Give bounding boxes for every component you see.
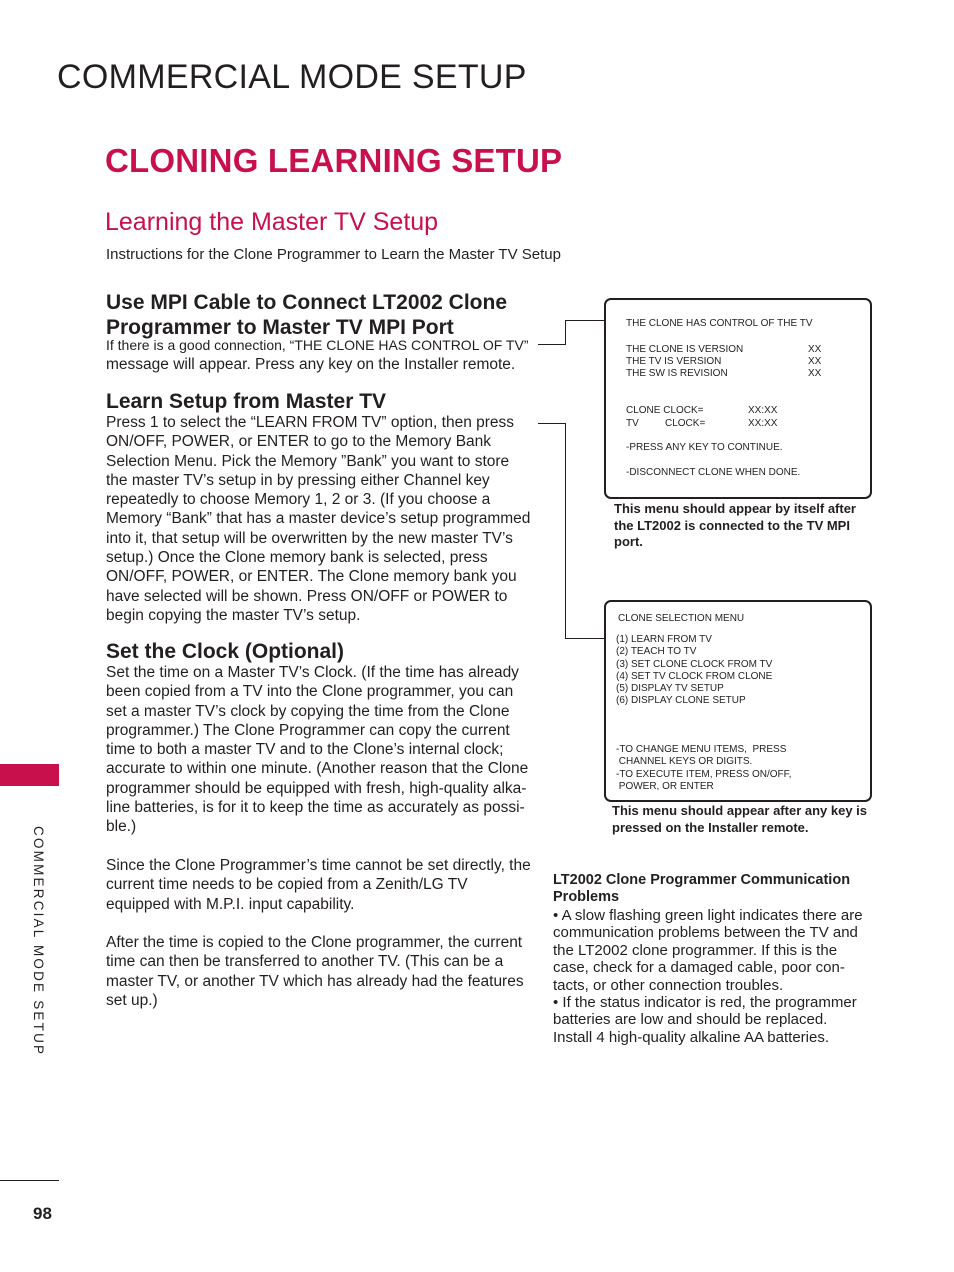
connector-line bbox=[565, 638, 605, 639]
screen1-row-value: XX bbox=[808, 356, 822, 367]
problems-heading-line1: LT2002 Clone Programmer Communication bbox=[553, 872, 851, 888]
clock-text-2 bbox=[106, 856, 531, 914]
screen1-title: THE CLONE HAS CONTROL OF THE TV bbox=[626, 318, 813, 329]
learn-text bbox=[106, 413, 530, 625]
learn-text-line: have selected will be shown. Press ON/OFF or POWER to bbox=[106, 587, 508, 605]
clock-text-line: set up.) bbox=[106, 991, 158, 1009]
screen2-title: CLONE SELECTION MENU bbox=[618, 613, 745, 624]
connector-line bbox=[565, 320, 605, 321]
clone-menu-item: (1) LEARN FROM TV bbox=[616, 634, 712, 645]
clock-text-line: time can then be transferred to another TV. (This can be a bbox=[106, 953, 504, 971]
screen1-row-label: THE SW IS REVISION bbox=[626, 368, 728, 379]
sidebar-accent-bar bbox=[0, 764, 59, 786]
clone-clock-label: CLONE CLOCK= bbox=[626, 405, 704, 416]
mpi-text-line2: message will appear. Press any key on the Installer remote. bbox=[106, 356, 516, 374]
problems-text-line: tacts, or other connection troubles. bbox=[553, 976, 784, 994]
clone-menu-footer-line: POWER, OR ENTER bbox=[616, 780, 714, 792]
problems-text-line: • If the status indicator is red, the programmer bbox=[553, 994, 857, 1012]
learn-text-line: Press 1 to select the “LEARN FROM TV” option, then press bbox=[106, 414, 515, 431]
problems-text-line: communication problems between the TV and bbox=[553, 924, 858, 942]
problems-text-line: • A slow flashing green light indicates there are bbox=[553, 907, 863, 924]
learn-text-line: setup.) Once the Clone memory bank is selected, press bbox=[106, 549, 488, 567]
clock-text-line: programmer should be equipped with fresh, high-quality alka- bbox=[106, 779, 527, 797]
problems-text-line: Install 4 high-quality alkaline AA batteries. bbox=[553, 1028, 829, 1046]
learn-text-line: the master TV’s setup in by pressing either Channel key bbox=[106, 471, 490, 489]
mpi-heading bbox=[106, 290, 507, 340]
clone-menu-item: (5) DISPLAY TV SETUP bbox=[616, 683, 724, 695]
problems-text-line: case, check for a damaged cable, poor con- bbox=[553, 959, 845, 977]
screen1-row-label: THE CLONE IS VERSION bbox=[626, 344, 744, 355]
learn-text-line: ON/OFF, POWER, or ENTER. The Clone memory bank you bbox=[106, 568, 517, 586]
clock-text-line: After the time is copied to the Clone programmer, the current bbox=[106, 934, 523, 951]
mpi-text-line1: If there is a good connection, “THE CLONE HAS CONTROL OF TV” bbox=[106, 337, 529, 353]
connector-line bbox=[565, 423, 566, 638]
learn-heading: Learn Setup from Master TV bbox=[106, 390, 387, 413]
problems-text-line: the LT2002 clone programmer. If this is the bbox=[553, 941, 838, 959]
clock-text-line: equipped with M.P.I. input capability. bbox=[106, 895, 355, 913]
sidebar-label: COMMERCIAL MODE SETUP bbox=[31, 826, 46, 1057]
disconnect-text: -DISCONNECT CLONE WHEN DONE. bbox=[626, 467, 801, 478]
problems-heading bbox=[553, 872, 850, 906]
clock-text-line: line batteries, is for it to keep the time as accurately as possi- bbox=[106, 799, 525, 817]
clone-control-screen bbox=[604, 298, 872, 499]
screen1-row-value: XX bbox=[808, 344, 822, 355]
press-any-key-text: -PRESS ANY KEY TO CONTINUE. bbox=[626, 442, 783, 453]
mpi-heading-line1: Use MPI Cable to Connect LT2002 Clone bbox=[106, 291, 508, 314]
clone-menu-item: (3) SET CLONE CLOCK FROM TV bbox=[616, 658, 773, 670]
learn-text-line: begin copying the master TV’s setup. bbox=[106, 606, 361, 624]
clone-selection-screen bbox=[604, 600, 872, 802]
connector-line bbox=[538, 423, 566, 424]
screen1-row-value: XX bbox=[808, 368, 822, 379]
caption-line: the LT2002 is connected to the TV MPI bbox=[614, 517, 850, 533]
clone-menu-item: (4) SET TV CLOCK FROM CLONE bbox=[616, 670, 773, 682]
learn-text-line: repeatedly to choose Memory 1, 2 or 3. (If you choose a bbox=[106, 491, 491, 509]
learn-text-line: ON/OFF, POWER, or ENTER to go to the Memory Bank bbox=[106, 433, 492, 451]
clone-menu-list bbox=[616, 634, 772, 708]
clone-menu-footer-line: CHANNEL KEYS OR DIGITS. bbox=[616, 756, 753, 768]
clock-text-line: Since the Clone Programmer’s time cannot be set directly, the bbox=[106, 857, 531, 874]
tv-clock-value: XX:XX bbox=[748, 418, 778, 429]
clock-text-line: current time needs to be copied from a Zenith/LG TV bbox=[106, 876, 468, 894]
screen2-caption bbox=[612, 803, 867, 836]
page-title: CLONING LEARNING SETUP bbox=[105, 142, 563, 179]
screen1-caption bbox=[614, 501, 856, 551]
clone-menu-footer bbox=[616, 744, 791, 793]
connector-line bbox=[565, 320, 566, 345]
caption-line: This menu should appear after any key is bbox=[612, 803, 868, 818]
clock-heading: Set the Clock (Optional) bbox=[106, 640, 345, 663]
tv-clock-label: TV bbox=[626, 418, 639, 429]
clock-text-line: time to both a master TV and to the Clone’s internal clock; bbox=[106, 741, 504, 759]
learn-text-line: Memory “Bank” that has a master device’s setup programmed bbox=[106, 510, 531, 528]
clone-menu-footer-line: -TO EXECUTE ITEM, PRESS ON/OFF, bbox=[616, 768, 792, 780]
clock-text-line: programmer.) The Clone Programmer can copy the current bbox=[106, 721, 510, 739]
clock-text-line: ble.) bbox=[106, 818, 137, 836]
page-subtitle: Learning the Master TV Setup bbox=[105, 208, 439, 236]
mpi-heading-line2: Programmer to Master TV MPI Port bbox=[106, 316, 454, 339]
tv-clock-label: CLOCK= bbox=[665, 418, 706, 429]
clock-text-3 bbox=[106, 933, 524, 1010]
clock-text-1 bbox=[106, 663, 528, 837]
page-number-rule bbox=[0, 1180, 59, 1181]
clone-menu-item: (2) TEACH TO TV bbox=[616, 646, 697, 658]
clone-clock-value: XX:XX bbox=[748, 405, 778, 416]
section-title: COMMERCIAL MODE SETUP bbox=[57, 58, 527, 96]
problems-heading-line2: Problems bbox=[553, 889, 620, 905]
mpi-text bbox=[106, 336, 528, 375]
screen1-row-label: THE TV IS VERSION bbox=[626, 356, 722, 367]
clock-text-line: Set the time on a Master TV’s Clock. (If the time has already bbox=[106, 664, 519, 681]
clone-menu-item: (6) DISPLAY CLONE SETUP bbox=[616, 695, 746, 707]
caption-line: This menu should appear by itself after bbox=[614, 501, 856, 516]
caption-line: port. bbox=[614, 534, 643, 549]
clock-text-line: master TV, or another TV which has already had the features bbox=[106, 972, 524, 990]
clock-text-line: set a master TV’s clock by copying the time from the Clone bbox=[106, 702, 510, 720]
page-number: 98 bbox=[33, 1204, 52, 1223]
clock-text-line: been copied from a TV into the Clone programmer, you can bbox=[106, 683, 514, 701]
clone-menu-footer-line: -TO CHANGE MENU ITEMS, PRESS bbox=[616, 744, 787, 755]
problems-text bbox=[553, 907, 863, 1046]
caption-line: pressed on the Installer remote. bbox=[612, 819, 809, 835]
intro-text: Instructions for the Clone Programmer to Learn the Master TV Setup bbox=[106, 246, 561, 263]
learn-text-line: into it, that setup will be overwritten by the new master TV’s bbox=[106, 529, 513, 547]
connector-line bbox=[538, 344, 566, 345]
clock-text-line: accurate to within one minute. (Another reason that the Clone bbox=[106, 760, 529, 778]
learn-text-line: Selection Menu. Pick the Memory ”Bank” you want to store bbox=[106, 452, 510, 470]
problems-text-line: batteries are low and should be replaced. bbox=[553, 1011, 828, 1029]
